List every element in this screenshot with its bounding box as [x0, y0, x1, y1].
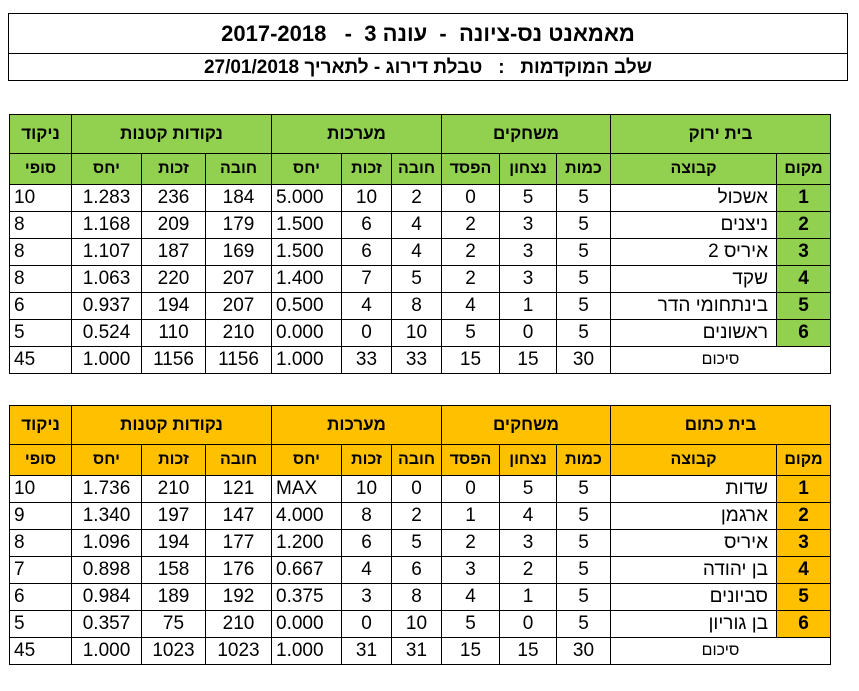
games-won-cell: 5 [500, 185, 557, 212]
rank-cell: 1 [777, 476, 831, 503]
games-lost-cell: 2 [442, 266, 500, 293]
small-points-against-cell: 177 [206, 530, 272, 557]
team-name-cell: בן יהודה [611, 557, 777, 584]
column-header-played: כמות [557, 154, 611, 185]
sets-ratio-cell: 0.000 [272, 611, 342, 638]
games-group-header: משחקים [442, 115, 611, 154]
summary-set-for-cell: 33 [342, 347, 392, 374]
games-played-cell: 5 [557, 320, 611, 347]
small-points-against-cell: 121 [206, 476, 272, 503]
games-lost-cell: 4 [442, 293, 500, 320]
table-row [10, 503, 831, 530]
points-group-header: ניקוד [10, 406, 72, 445]
sets-ratio-cell: 4.000 [272, 503, 342, 530]
table-row [10, 611, 831, 638]
summary-set-ratio-cell: 1.000 [272, 638, 342, 665]
table-row [10, 239, 831, 266]
summary-lost-cell: 15 [442, 638, 500, 665]
sets-ratio-cell: 0.375 [272, 584, 342, 611]
games-played-cell: 5 [557, 530, 611, 557]
page-title: מאמאנט נס-ציונה - עונה 3 - 2017-2018 [9, 14, 847, 54]
small-points-ratio-cell: 1.168 [72, 212, 142, 239]
small-points-against-cell: 207 [206, 293, 272, 320]
summary-row [10, 638, 831, 665]
rank-cell: 4 [777, 557, 831, 584]
small-points-against-cell: 176 [206, 557, 272, 584]
column-header-for: זכות [142, 445, 206, 476]
sets-against-cell: 2 [392, 503, 442, 530]
small-points-for-cell: 158 [142, 557, 206, 584]
column-header-against: חובה [206, 445, 272, 476]
games-lost-cell: 2 [442, 239, 500, 266]
column-header-against: חובה [392, 154, 442, 185]
small-points-against-cell: 210 [206, 320, 272, 347]
team-name-cell: ארגמן [611, 503, 777, 530]
table-row [10, 557, 831, 584]
summary-played-cell: 30 [557, 638, 611, 665]
rank-cell: 3 [777, 239, 831, 266]
sets-for-cell: 4 [342, 293, 392, 320]
points-cell: 9 [10, 503, 72, 530]
small-points-for-cell: 187 [142, 239, 206, 266]
points-cell: 6 [10, 293, 72, 320]
summary-set-against-cell: 33 [392, 347, 442, 374]
team-name-cell: שקד [611, 266, 777, 293]
summary-sp-for-cell: 1023 [142, 638, 206, 665]
sets-ratio-cell: 1.400 [272, 266, 342, 293]
small-points-against-cell: 207 [206, 266, 272, 293]
points-cell: 10 [10, 476, 72, 503]
games-played-cell: 5 [557, 185, 611, 212]
sets-for-cell: 10 [342, 185, 392, 212]
sets-against-cell: 5 [392, 530, 442, 557]
team-name-cell: בן גוריון [611, 611, 777, 638]
sets-against-cell: 4 [392, 239, 442, 266]
column-header-rank: מקום [777, 154, 831, 185]
team-name-cell: אשכול [611, 185, 777, 212]
summary-sp-against-cell: 1023 [206, 638, 272, 665]
small-points-for-cell: 194 [142, 530, 206, 557]
summary-sp-ratio-cell: 1.000 [72, 638, 142, 665]
rank-cell: 3 [777, 530, 831, 557]
summary-label: סיכום [611, 347, 831, 374]
rank-cell: 4 [777, 266, 831, 293]
small-points-against-cell: 179 [206, 212, 272, 239]
table-row [10, 293, 831, 320]
games-won-cell: 0 [500, 611, 557, 638]
column-header-for: זכות [142, 154, 206, 185]
games-won-cell: 3 [500, 212, 557, 239]
column-header-ratio: יחס [272, 154, 342, 185]
small-points-ratio-cell: 1.063 [72, 266, 142, 293]
small-points-for-cell: 189 [142, 584, 206, 611]
small-points-ratio-cell: 1.096 [72, 530, 142, 557]
team-name-cell: ניצנים [611, 212, 777, 239]
games-played-cell: 5 [557, 476, 611, 503]
column-header-won: נצחון [500, 154, 557, 185]
team-name-cell: שדות [611, 476, 777, 503]
sets-for-cell: 6 [342, 212, 392, 239]
games-played-cell: 5 [557, 239, 611, 266]
games-played-cell: 5 [557, 584, 611, 611]
games-won-cell: 3 [500, 239, 557, 266]
games-lost-cell: 3 [442, 557, 500, 584]
summary-sp-for-cell: 1156 [142, 347, 206, 374]
sets-against-cell: 6 [392, 557, 442, 584]
table-row [10, 266, 831, 293]
column-header-lost: הפסד [442, 154, 500, 185]
sets-for-cell: 6 [342, 530, 392, 557]
rank-cell: 5 [777, 293, 831, 320]
column-header-lost: הפסד [442, 445, 500, 476]
sets-against-cell: 8 [392, 584, 442, 611]
small-points-for-cell: 210 [142, 476, 206, 503]
games-played-cell: 5 [557, 212, 611, 239]
sets-group-header: מערכות [272, 406, 442, 445]
sets-against-cell: 8 [392, 293, 442, 320]
games-won-cell: 1 [500, 293, 557, 320]
games-played-cell: 5 [557, 611, 611, 638]
small-points-ratio-cell: 0.524 [72, 320, 142, 347]
column-header-played: כמות [557, 445, 611, 476]
small-points-group-header: נקודות קטנות [72, 115, 272, 154]
column-header-against: חובה [392, 445, 442, 476]
games-won-cell: 1 [500, 584, 557, 611]
summary-won-cell: 15 [500, 638, 557, 665]
house-name: בית כתום [611, 406, 831, 445]
sets-ratio-cell: 0.667 [272, 557, 342, 584]
title-box [8, 13, 848, 81]
small-points-for-cell: 220 [142, 266, 206, 293]
table-row [10, 185, 831, 212]
small-points-against-cell: 169 [206, 239, 272, 266]
column-header-ratio: יחס [72, 154, 142, 185]
summary-row [10, 347, 831, 374]
games-won-cell: 2 [500, 557, 557, 584]
sets-ratio-cell: 0.500 [272, 293, 342, 320]
column-header-ratio: יחס [272, 445, 342, 476]
column-header-for: זכות [342, 445, 392, 476]
games-lost-cell: 2 [442, 212, 500, 239]
summary-won-cell: 15 [500, 347, 557, 374]
team-name-cell: איריס [611, 530, 777, 557]
table-row [10, 584, 831, 611]
small-points-against-cell: 184 [206, 185, 272, 212]
games-played-cell: 5 [557, 557, 611, 584]
points-cell: 8 [10, 239, 72, 266]
team-name-cell: ראשונים [611, 320, 777, 347]
rank-cell: 1 [777, 185, 831, 212]
rank-cell: 2 [777, 212, 831, 239]
games-lost-cell: 0 [442, 476, 500, 503]
small-points-ratio-cell: 0.357 [72, 611, 142, 638]
page-subtitle: שלב המוקדמות : טבלת דירוג - לתאריך 27/01/2018 [203, 57, 653, 78]
small-points-ratio-cell: 1.340 [72, 503, 142, 530]
games-won-cell: 3 [500, 266, 557, 293]
small-points-ratio-cell: 0.984 [72, 584, 142, 611]
games-played-cell: 5 [557, 503, 611, 530]
points-cell: 8 [10, 266, 72, 293]
sets-for-cell: 3 [342, 584, 392, 611]
sets-ratio-cell: 1.500 [272, 212, 342, 239]
games-group-header: משחקים [442, 406, 611, 445]
table-row [10, 476, 831, 503]
sets-against-cell: 4 [392, 212, 442, 239]
points-cell: 5 [10, 611, 72, 638]
summary-sp-ratio-cell: 1.000 [72, 347, 142, 374]
sets-for-cell: 4 [342, 557, 392, 584]
games-lost-cell: 1 [442, 503, 500, 530]
games-lost-cell: 2 [442, 530, 500, 557]
sets-for-cell: 0 [342, 320, 392, 347]
games-won-cell: 3 [500, 530, 557, 557]
summary-set-for-cell: 31 [342, 638, 392, 665]
sets-for-cell: 7 [342, 266, 392, 293]
points-cell: 6 [10, 584, 72, 611]
games-lost-cell: 0 [442, 185, 500, 212]
sets-against-cell: 10 [392, 611, 442, 638]
summary-lost-cell: 15 [442, 347, 500, 374]
sets-for-cell: 6 [342, 239, 392, 266]
small-points-ratio-cell: 0.937 [72, 293, 142, 320]
house-name: בית ירוק [611, 115, 831, 154]
table-row [10, 212, 831, 239]
orange-house-table [9, 405, 831, 665]
sets-ratio-cell: 5.000 [272, 185, 342, 212]
team-name-cell: סביונים [611, 584, 777, 611]
points-cell: 10 [10, 185, 72, 212]
column-header-final: סופי [10, 154, 72, 185]
sets-for-cell: 10 [342, 476, 392, 503]
column-header-won: נצחון [500, 445, 557, 476]
summary-label: סיכום [611, 638, 831, 665]
summary-set-ratio-cell: 1.000 [272, 347, 342, 374]
column-header-against: חובה [206, 154, 272, 185]
games-won-cell: 0 [500, 320, 557, 347]
sets-against-cell: 10 [392, 320, 442, 347]
games-lost-cell: 4 [442, 584, 500, 611]
sets-for-cell: 8 [342, 503, 392, 530]
summary-sp-against-cell: 1156 [206, 347, 272, 374]
small-points-for-cell: 110 [142, 320, 206, 347]
small-points-for-cell: 236 [142, 185, 206, 212]
column-header-for: זכות [342, 154, 392, 185]
green-house-table [9, 114, 831, 374]
column-header-team: קבוצה [611, 154, 777, 185]
games-won-cell: 4 [500, 503, 557, 530]
rank-cell: 6 [777, 611, 831, 638]
summary-points-cell: 45 [10, 638, 72, 665]
sets-ratio-cell: 1.500 [272, 239, 342, 266]
games-played-cell: 5 [557, 266, 611, 293]
games-played-cell: 5 [557, 293, 611, 320]
rank-cell: 5 [777, 584, 831, 611]
column-header-team: קבוצה [611, 445, 777, 476]
column-header-final: סופי [10, 445, 72, 476]
rank-cell: 2 [777, 503, 831, 530]
table-row [10, 530, 831, 557]
summary-points-cell: 45 [10, 347, 72, 374]
small-points-against-cell: 210 [206, 611, 272, 638]
small-points-against-cell: 147 [206, 503, 272, 530]
points-cell: 7 [10, 557, 72, 584]
points-cell: 8 [10, 212, 72, 239]
points-cell: 8 [10, 530, 72, 557]
summary-played-cell: 30 [557, 347, 611, 374]
points-group-header: ניקוד [10, 115, 72, 154]
small-points-for-cell: 75 [142, 611, 206, 638]
team-name-cell: איריס 2 [611, 239, 777, 266]
sets-group-header: מערכות [272, 115, 442, 154]
games-lost-cell: 5 [442, 611, 500, 638]
small-points-ratio-cell: 1.107 [72, 239, 142, 266]
column-header-ratio: יחס [72, 445, 142, 476]
sets-against-cell: 0 [392, 476, 442, 503]
small-points-ratio-cell: 0.898 [72, 557, 142, 584]
sets-against-cell: 5 [392, 266, 442, 293]
sets-ratio-cell: MAX [272, 476, 342, 503]
column-header-rank: מקום [777, 445, 831, 476]
rank-cell: 6 [777, 320, 831, 347]
games-lost-cell: 5 [442, 320, 500, 347]
points-cell: 5 [10, 320, 72, 347]
small-points-for-cell: 209 [142, 212, 206, 239]
small-points-ratio-cell: 1.283 [72, 185, 142, 212]
games-won-cell: 5 [500, 476, 557, 503]
small-points-for-cell: 197 [142, 503, 206, 530]
small-points-group-header: נקודות קטנות [72, 406, 272, 445]
team-name-cell: בינתחומי הדר [611, 293, 777, 320]
sets-ratio-cell: 0.000 [272, 320, 342, 347]
small-points-for-cell: 194 [142, 293, 206, 320]
small-points-ratio-cell: 1.736 [72, 476, 142, 503]
sets-for-cell: 0 [342, 611, 392, 638]
summary-set-against-cell: 31 [392, 638, 442, 665]
table-row [10, 320, 831, 347]
sets-ratio-cell: 1.200 [272, 530, 342, 557]
sets-against-cell: 2 [392, 185, 442, 212]
small-points-against-cell: 192 [206, 584, 272, 611]
